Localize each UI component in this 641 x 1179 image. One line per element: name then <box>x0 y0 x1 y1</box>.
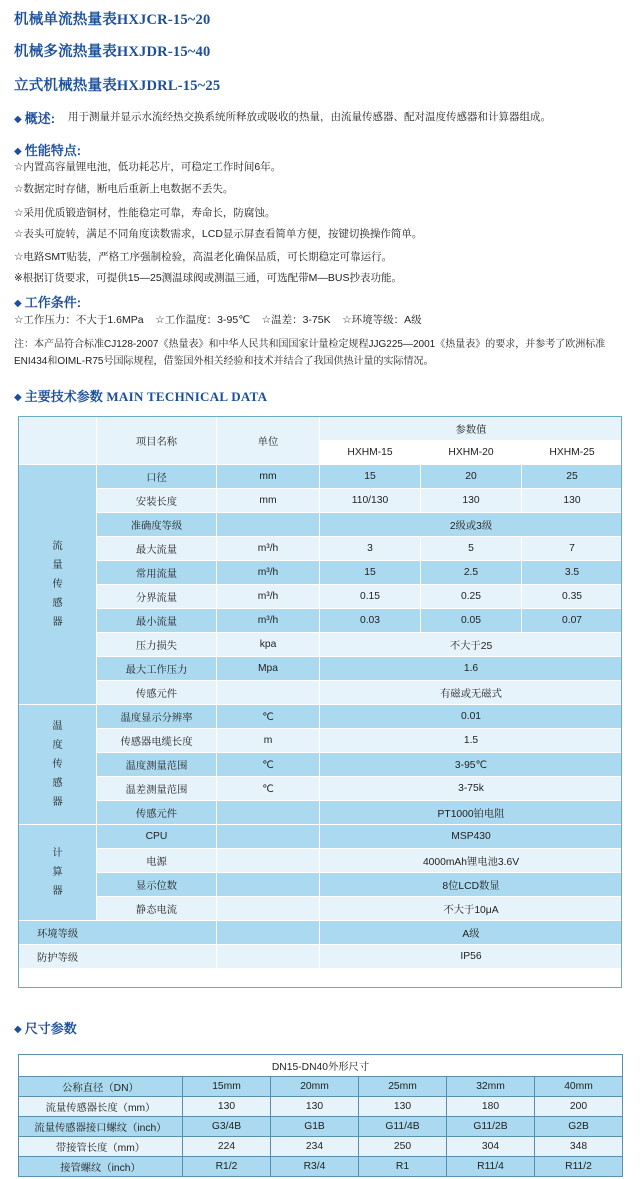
dims-table <box>18 1054 623 1177</box>
feature-item: ☆数据定时存储，断电后重新上电数据不丢失。 <box>14 183 234 195</box>
param-name: 最小流量 <box>97 609 217 633</box>
param-name: 静态电流 <box>97 897 217 921</box>
param-name: 防护等级 <box>19 945 217 969</box>
param-value: A级 <box>320 921 623 945</box>
dim-label: 接管螺纹（inch） <box>19 1157 183 1177</box>
param-value: 1.6 <box>320 657 623 681</box>
param-name: 准确度等级 <box>97 513 217 537</box>
dim-value: 32mm <box>447 1077 535 1097</box>
param-value: 4000mAh锂电池3.6V <box>320 849 623 873</box>
param-unit: ℃ <box>217 753 320 777</box>
dim-value: 130 <box>271 1097 359 1117</box>
param-value: 0.35 <box>522 585 623 609</box>
feature-item: ※根据订货要求，可提供15—25测温球阀或测温三通，可选配带M—BUS抄表功能。 <box>14 272 402 284</box>
header-params: 参数值 <box>320 417 623 441</box>
param-name: 口径 <box>97 465 217 489</box>
dim-value: 180 <box>447 1097 535 1117</box>
param-name: 温度测量范围 <box>97 753 217 777</box>
title-multi-flow: 机械多流热量表HXJDR-15~40 <box>14 44 211 60</box>
dim-value: G1B <box>271 1117 359 1137</box>
param-value: 5 <box>421 537 522 561</box>
diamond-icon: ◆ <box>14 298 22 309</box>
dim-value: R11/4 <box>447 1157 535 1177</box>
dim-value: 130 <box>183 1097 271 1117</box>
features-heading: ◆ 性能特点: <box>14 143 82 158</box>
conditions-text: ☆工作压力：不大于1.6MPa ☆工作温度：3-95℃ ☆温差：3-75K ☆环境等级：A级 <box>14 314 422 326</box>
dim-value: R3/4 <box>271 1157 359 1177</box>
dim-value: 250 <box>359 1137 447 1157</box>
tech-table <box>18 416 623 969</box>
dim-value: G2B <box>535 1117 623 1137</box>
param-unit <box>217 825 320 849</box>
param-value: 3-95℃ <box>320 753 623 777</box>
param-value: 不大于10μA <box>320 897 623 921</box>
param-unit <box>217 921 320 945</box>
dim-value: 20mm <box>271 1077 359 1097</box>
title-single-flow: 机械单流热量表HXJCR-15~20 <box>14 12 211 28</box>
dim-value: 234 <box>271 1137 359 1157</box>
param-value: 1.5 <box>320 729 623 753</box>
param-unit: m³/h <box>217 561 320 585</box>
dims-heading: ◆ 尺寸参数 <box>14 1021 77 1036</box>
param-unit: ℃ <box>217 777 320 801</box>
dim-label: 带接管长度（mm） <box>19 1137 183 1157</box>
dim-value: G11/2B <box>447 1117 535 1137</box>
param-unit <box>217 897 320 921</box>
group-label-calc: 计 算 器 <box>19 825 97 921</box>
param-value: 2.5 <box>421 561 522 585</box>
overview-heading: ◆ 概述: <box>14 111 56 126</box>
param-name: 常用流量 <box>97 561 217 585</box>
dim-value: 348 <box>535 1137 623 1157</box>
feature-item: ☆电路SMT贴装，严格工序强制检验，高温老化确保品质，可长期稳定可靠运行。 <box>14 251 393 263</box>
param-unit: m³/h <box>217 585 320 609</box>
param-name: CPU <box>97 825 217 849</box>
param-unit <box>217 873 320 897</box>
param-value: 15 <box>320 561 421 585</box>
dims-caption: DN15-DN40外形尺寸 <box>19 1055 623 1077</box>
param-unit: m³/h <box>217 537 320 561</box>
param-name: 最大流量 <box>97 537 217 561</box>
dim-label: 流量传感器长度（mm） <box>19 1097 183 1117</box>
header-model: HXHM-15 <box>320 441 421 465</box>
param-name: 传感元件 <box>97 681 217 705</box>
param-value: PT1000铂电阻 <box>320 801 623 825</box>
dim-value: 130 <box>359 1097 447 1117</box>
param-value: 3 <box>320 537 421 561</box>
param-unit: mm <box>217 489 320 513</box>
dim-value: 15mm <box>183 1077 271 1097</box>
param-name: 最大工作压力 <box>97 657 217 681</box>
param-value: 130 <box>522 489 623 513</box>
param-name: 显示位数 <box>97 873 217 897</box>
param-value: 有磁或无磁式 <box>320 681 623 705</box>
header-item-name: 项目名称 <box>97 417 217 465</box>
group-label-flow: 流 量 传 感 器 <box>19 465 97 705</box>
dim-value: G11/4B <box>359 1117 447 1137</box>
group-label-temp: 温 度 传 感 器 <box>19 705 97 825</box>
param-unit: ℃ <box>217 705 320 729</box>
dim-value: 304 <box>447 1137 535 1157</box>
param-value: 0.05 <box>421 609 522 633</box>
diamond-icon: ◆ <box>14 114 22 125</box>
param-unit: Mpa <box>217 657 320 681</box>
param-unit <box>217 849 320 873</box>
header-model: HXHM-20 <box>421 441 522 465</box>
dim-value: R11/2 <box>535 1157 623 1177</box>
param-value: 0.25 <box>421 585 522 609</box>
diamond-icon: ◆ <box>14 146 22 157</box>
param-name: 传感器电缆长度 <box>97 729 217 753</box>
param-value: 3-75k <box>320 777 623 801</box>
diamond-icon: ◆ <box>14 1024 22 1035</box>
dim-value: R1 <box>359 1157 447 1177</box>
param-name: 温差测量范围 <box>97 777 217 801</box>
conditions-heading: ◆ 工作条件: <box>14 295 82 310</box>
param-unit: m <box>217 729 320 753</box>
dim-value: 200 <box>535 1097 623 1117</box>
param-value: 2级或3级 <box>320 513 623 537</box>
feature-item: ☆表头可旋转，满足不同角度读数需求，LCD显示屏查看简单方便，按键切换操作简单。 <box>14 228 423 240</box>
param-value: 0.15 <box>320 585 421 609</box>
overview-text: 用于测量并显示水流经热交换系统所释放或吸收的热量，由流量传感器、配对温度传感器和计算器组成。 <box>68 111 551 123</box>
header-blank <box>19 417 97 465</box>
param-name: 环境等级 <box>19 921 217 945</box>
param-unit: m³/h <box>217 609 320 633</box>
param-name: 安装长度 <box>97 489 217 513</box>
feature-item: ☆内置高容量锂电池，低功耗芯片，可稳定工作时间6年。 <box>14 161 282 173</box>
param-value: 0.01 <box>320 705 623 729</box>
dim-value: 224 <box>183 1137 271 1157</box>
feature-item: ☆采用优质锻造铜材，性能稳定可靠，寿命长，防腐蚀。 <box>14 207 276 219</box>
dim-value: 25mm <box>359 1077 447 1097</box>
dim-value: G3/4B <box>183 1117 271 1137</box>
param-name: 温度显示分辨率 <box>97 705 217 729</box>
diamond-icon: ◆ <box>14 392 22 403</box>
param-value: 不大于25 <box>320 633 623 657</box>
param-value: 3.5 <box>522 561 623 585</box>
param-value: 15 <box>320 465 421 489</box>
dim-value: 40mm <box>535 1077 623 1097</box>
param-unit: kpa <box>217 633 320 657</box>
param-value: 8位LCD数显 <box>320 873 623 897</box>
param-unit <box>217 513 320 537</box>
param-value: 110/130 <box>320 489 421 513</box>
param-value: 0.07 <box>522 609 623 633</box>
param-value: 7 <box>522 537 623 561</box>
dim-label: 流量传感器接口螺纹（inch） <box>19 1117 183 1137</box>
header-model: HXHM-25 <box>522 441 623 465</box>
header-unit: 单位 <box>217 417 320 465</box>
dim-value: R1/2 <box>183 1157 271 1177</box>
param-value: MSP430 <box>320 825 623 849</box>
dim-label: 公称直径（DN） <box>19 1077 183 1097</box>
param-value: 20 <box>421 465 522 489</box>
param-name: 电源 <box>97 849 217 873</box>
tech-heading: ◆ 主要技术参数 MAIN TECHNICAL DATA <box>14 389 268 404</box>
param-unit: mm <box>217 465 320 489</box>
param-unit <box>217 801 320 825</box>
param-value: IP56 <box>320 945 623 969</box>
standards-note: 注：本产品符合标准CJ128-2007《热量表》和中华人民共和国国家计量检定规程JJG225—2001《热量表》的要求，并参考了欧洲标准ENI434和OIML-R75号国际规程，借鉴国外相关经验和技术并结合了我国供热计量的实际情况。 <box>14 339 606 367</box>
param-unit <box>217 681 320 705</box>
title-vertical: 立式机械热量表HXJDRL-15~25 <box>14 78 221 94</box>
param-name: 分界流量 <box>97 585 217 609</box>
param-value: 130 <box>421 489 522 513</box>
param-name: 压力损失 <box>97 633 217 657</box>
param-value: 25 <box>522 465 623 489</box>
param-name: 传感元件 <box>97 801 217 825</box>
param-unit <box>217 945 320 969</box>
param-value: 0.03 <box>320 609 421 633</box>
